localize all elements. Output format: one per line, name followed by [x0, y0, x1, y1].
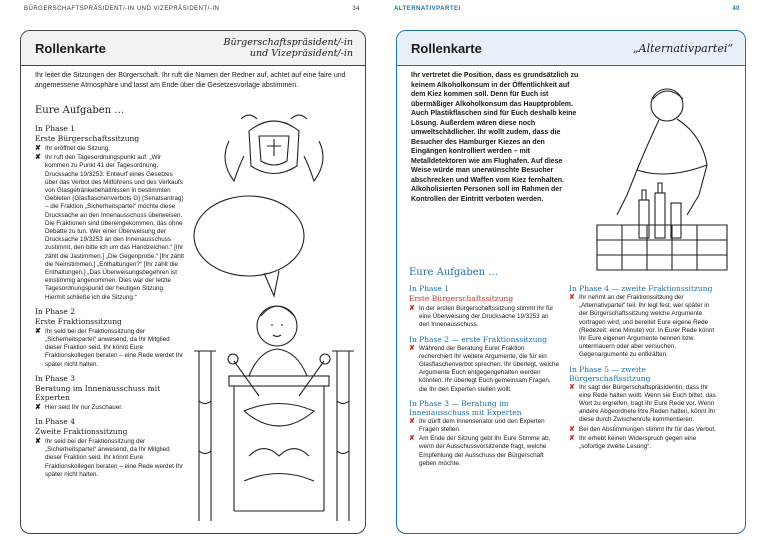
- left-tasks-column: [35, 119, 185, 480]
- left-page: [0, 0, 374, 540]
- left-role-card: [20, 30, 366, 534]
- cross-icon: ✘: [569, 294, 575, 301]
- right-running-head: [394, 6, 740, 12]
- cross-icon: ✘: [409, 417, 415, 425]
- right-phase3-item: ✘ Am Ende der Sitzung gebt Ihr Eure Stimme ab, wenn der Ausschussvorsitzende fragt, welche Empfehlung der Ausschuss der Bürgerschaft geben möchte.: [409, 435, 551, 467]
- right-phase1-item: ✘ In der ersten Bürgerschaftssitzung stimmt Ihr für eine Überweisung der Drucksache 19/3253 an den Innenausschuss.: [409, 305, 554, 329]
- right-role-card: [396, 30, 746, 534]
- left-role-line1: Bürgerschaftspräsident/-in: [223, 37, 353, 48]
- left-running-head: [24, 6, 360, 12]
- left-tasks-heading: Eure Aufgaben …: [35, 105, 125, 116]
- left-intro: Ihr leitet die Sitzungen der Bürgerschaft. Ihr ruft die Namen der Redner auf, achtet auf eine faire und angemessene Atmosphäre und lasst am Ende über die Gesetzesvorlage abstimmen.: [35, 72, 346, 89]
- left-phase4-item: ✘ Ihr seid bei der Fraktionssitzung der „Sicherheitspartei“ anwesend, da Ihr Mitglied dieser Fraktion seid. Ihr könnt Eure Fraktionskollegen beraten – eine Rede werdet Ihr später nicht halten.: [35, 438, 183, 478]
- cross-icon: ✘: [409, 344, 415, 352]
- left-phase2-sub: Erste Fraktionssitzung: [35, 316, 122, 326]
- cross-icon: ✘: [569, 383, 575, 391]
- cross-icon: ✘: [569, 425, 575, 433]
- right-page-number: 40: [732, 6, 740, 12]
- left-phase1-item: ✘ Ihr eröffnet die Sitzung.: [35, 145, 110, 152]
- right-card-header: [397, 31, 745, 66]
- cross-icon: ✘: [35, 438, 41, 446]
- cross-icon: ✘: [35, 145, 41, 152]
- president-podium-illustration: [189, 111, 359, 531]
- left-phase1-item: ✘ Ihr ruft den Tagesordnungspunkt auf: „Wir kommen zu Punkt 41 der Tagesordnung, Drucksache 19/3253: Entwurf eines Gesetzes über das Verbot des Mitführens und des Verkaufs von Glasgetränkebehältnissen in bestimmten Gebieten (Glasflaschenverbots G) (Senatsantrag) – die Fraktion „Sicherheitspartei“ möchte diese Drucksache an den Innenausschuss überweisen. Die Fraktionen sind übereingekommen, das ohne Debatte zu tun. Wer einer Überweisung der Drucksache 19/3253 an den Innenausschuss zustimmt, den bitte ich um das Handzeichen.“ [Ihr zählt die Jastimmen.] „Die Gegenprobe.“ [Ihr zählt die Neinstimmen.] „Enthaltungen?“ [Ihr zählt die Enthaltungen.] „Das Überweisungsbegehren ist einstimmig angenommen. Dies war der letzte Tagesordnungspunkt der heutigen Sitzung. Hiermit schließe ich die Sitzung.“: [35, 154, 184, 301]
- right-tasks-column-2: [569, 279, 719, 452]
- left-phase4-sub: Zweite Fraktionssitzung: [35, 427, 128, 437]
- right-phase5-head: In Phase 5 — zweite Bürgerschaftssitzung: [569, 364, 651, 383]
- right-phase3-item: ✘ Ihr dürft dem Innensenator und den Experten Fragen stellen.: [409, 417, 545, 434]
- right-phase5-item: ✘ Ihr sagt der Bürgerschaftspräsidentin, dass Ihr eine Rede halten wollt. Wenn sie Euch bittet, das Wort zu ergreifen, tragt Ihr Eure Rede vor. Wenn andere Abgeordnete ihre Reden halten, könnt Ihr diese durch Zwischenrufe kommentieren.: [569, 383, 716, 424]
- left-phase2-head: In Phase 2: [35, 306, 75, 316]
- cross-icon: ✘: [409, 435, 415, 443]
- cross-icon: ✘: [569, 434, 575, 442]
- left-card-role: [223, 37, 353, 59]
- right-tasks-column-1: [409, 279, 559, 469]
- left-phase1-head: In Phase 1: [35, 124, 75, 133]
- bottle-checker-illustration: [587, 75, 737, 275]
- right-phase2-item: ✘ Während der Beratung Eurer Fraktion recherchiert Ihr weitere Argumente, die für ein Glasflaschenverbot sprechen. Ihr überlegt, welche Argumente Euch entgegengehalten werden könnten. Ihr überlegt Euch gemeinsam Fragen, die Ihr den Experten stellen wollt.: [409, 344, 560, 393]
- right-card-title: Rollenkarte: [411, 41, 482, 56]
- right-phase1-sub: Erste Bürgerschaftssitzung: [409, 294, 514, 303]
- right-phase5-item: ✘ Bei den Abstimmungen stimmt Ihr für das Verbot.: [569, 425, 716, 433]
- right-intro: Ihr vertretet die Position, dass es grundsätzlich zu keinem Alkoholkonsum in der Öffentlichkeit auf dem Kiez kommen soll. Denn für Euch ist übermäßiger Alkoholkonsum das Hauptproblem. Auch Plastikflaschen sind für Euch deshalb keine Lösung. Außerdem wären diese noch umweltschädlicher. Ihr wollt zudem, dass die Besucher des Hamburger Kiezes an den Eingängen kontrolliert werden – mit Metalldetektoren wie am Flughafen. Auf diese Weise würde man unerwünschte Besucher abschrecken und Waffen vom Kiez fernhalten. Alkoholisierten Personen soll im Rahmen der Kontrollen der Eintritt verboten werden.: [411, 72, 579, 203]
- right-phase2-head: In Phase 2 — erste Fraktionssitzung: [409, 334, 548, 344]
- right-page: [386, 0, 760, 540]
- right-phase4-head: In Phase 4 — zweite Fraktionssitzung: [569, 284, 713, 293]
- left-phase3-sub: Beratung im Innenausschuss mit Experten: [35, 383, 161, 402]
- right-tasks-heading: Eure Aufgaben …: [409, 267, 499, 278]
- right-phase4-item: ✘ Ihr nehmt an der Fraktionssitzung der „Alternativpartei“ teil. Ihr legt fest, wer später in der Bürgerschaftssitzung welche Argumente vortragen wird, und bereitet Eure eigene Rede (Redezeit: eine Minute) vor. In Eurer Rede könnt Ihr Eure eigenen Argumente nennen bzw. untermauern oder aber versuchen, Gegenargumente zu entkräften.: [569, 294, 715, 359]
- right-card-role: „Alternativpartei“: [632, 42, 733, 55]
- right-phase1-head: In Phase 1: [409, 284, 449, 293]
- right-running-title: ALTERNATIVPARTEI: [394, 6, 461, 12]
- cross-icon: ✘: [35, 403, 41, 411]
- left-running-title: BÜRGERSCHAFTSPRÄSIDENT/-IN UND VIZEPRÄSIDENT/-IN: [24, 6, 220, 12]
- cross-icon: ✘: [409, 305, 415, 312]
- left-phase4-head: In Phase 4: [35, 417, 75, 427]
- cross-icon: ✘: [35, 154, 41, 162]
- cross-icon: ✘: [35, 327, 41, 335]
- left-phase1-sub: Erste Bürgerschaftssitzung: [35, 134, 140, 143]
- left-phase2-item: ✘ Ihr seid bei der Fraktionssitzung der „Sicherheitspartei“ anwesend, da Ihr Mitglied dieser Fraktion seid. Ihr könnt Eure Fraktionskollegen beraten – eine Rede werdet Ihr später nicht halten.: [35, 327, 183, 368]
- right-phase5-item: ✘ Ihr erhebt keinen Widerspruch gegen eine „sofortige zweite Lesung“.: [569, 434, 697, 451]
- left-role-line2: und Vizepräsident/-in: [249, 48, 353, 59]
- left-phase3-head: In Phase 3: [35, 373, 75, 383]
- left-phase3-item: ✘ Hier seid Ihr nur Zuschauer.: [35, 403, 123, 411]
- left-page-number: 34: [352, 6, 360, 12]
- left-card-title: Rollenkarte: [35, 41, 106, 56]
- right-phase3-head: In Phase 3 — Beratung im Innenausschuss mit Experten: [409, 398, 522, 417]
- left-card-header: [21, 31, 365, 66]
